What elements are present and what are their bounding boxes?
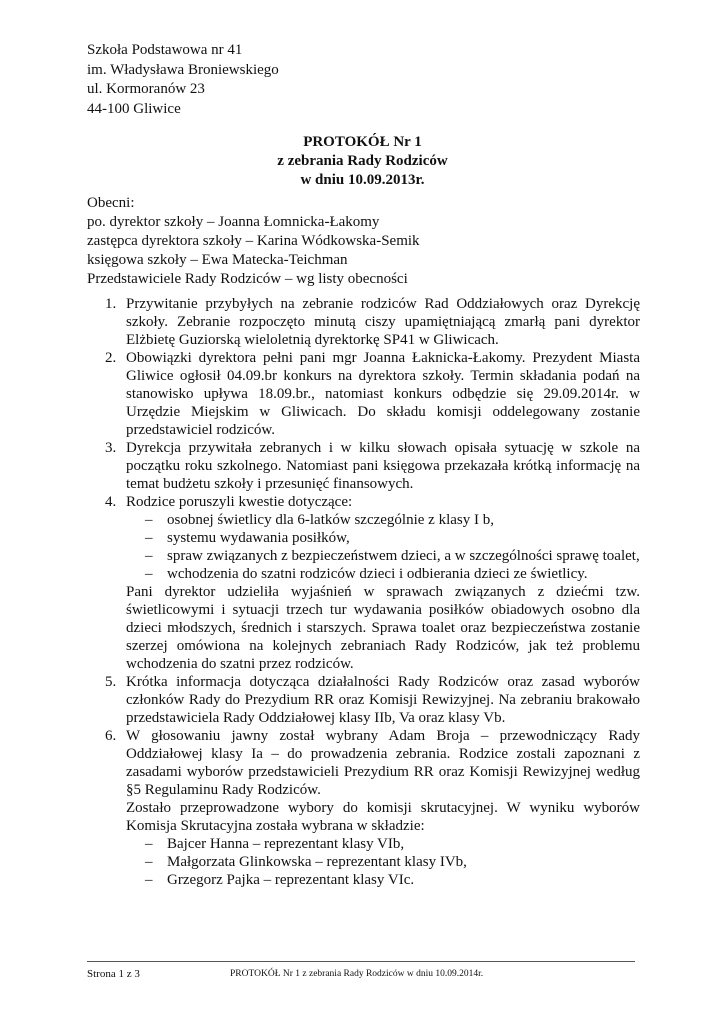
sub-item-text: spraw związanych z bezpieczeństwem dzieci, a w szczególności sprawę toalet, [167,548,640,564]
title-line: z zebrania Rady Rodziców [277,153,448,169]
sub-item [145,871,640,889]
sub-item-text: systemu wydawania posiłków, [167,530,350,546]
agenda-item [105,349,640,439]
item-text: Rodzice poruszyli kwestie dotyczące: [126,494,353,510]
school-address [87,41,279,119]
item-text: Przywitanie przybyłych na zebranie rodziców Rad Oddziałowych oraz Dyrekcję szkoły. Zebranie rozpoczęto minutą ciszy upamiętniającą zmarłą pani dyrektor Elżbietę Guziorską wieloletnią dyrektorkę SP41 w Gliwicach. [126,296,640,348]
attendee-line: Przedstawiciele Rady Rodziców – wg listy obecności [87,271,408,287]
agenda-list [105,295,640,889]
attendees-heading: Obecni: [87,195,135,211]
sub-item [145,565,640,583]
agenda-item [105,493,640,673]
attendee-line: zastępca dyrektora szkoły – Karina Wódkowska-Semik [87,233,420,249]
item-text: Krótka informacja dotycząca działalności Rady Rodziców oraz zasad wyborów członków Rady do Prezydium RR oraz Komisji Rewizyjnej. Na zebraniu brakowało przedstawiciela Rady Oddziałowej klasy IIb, Va oraz klasy Vb. [126,674,640,726]
item-text: W głosowaniu jawny został wybrany Adam Broja – przewodniczący Rady Oddziałowej klasy Ia – do prowadzenia zebrania. Rodzice zostali zapoznani z zasadami wyborów przedstawicieli Prezydium RR oraz Komisji Rewizyjnej według §5 Regulaminu Rady Rodziców. [126,728,640,798]
sub-item-text: Małgorzata Glinkowska – reprezentant klasy IVb, [167,854,467,870]
item-number: 2. [105,350,117,366]
agenda-item [105,673,640,727]
attendee-line: księgowa szkoły – Ewa Matecka-Teichman [87,252,348,268]
sub-item-text: wchodzenia do szatni rodziców dzieci i odbierania dzieci ze świetlicy. [167,566,588,582]
title-line: w dniu 10.09.2013r. [300,172,425,188]
item-number: 1. [105,296,117,312]
attendee-line: po. dyrektor szkoły – Joanna Łomnicka-Łakomy [87,214,380,230]
dash-bullet-icon: – [145,512,153,528]
item-number: 5. [105,674,117,690]
item-text-continued: Zostało przeprowadzone wybory do komisji skrutacyjnej. W wyniku wyborów Komisja Skrutacyjna została wybrana w składzie: [126,800,640,834]
address-line: ul. Kormoranów 23 [87,81,205,97]
item-number: 4. [105,494,117,510]
sub-item [145,547,640,565]
sub-item [145,835,640,853]
attendees-section [87,194,420,289]
item-text: Dyrekcja przywitała zebranych i w kilku słowach opisała sytuację w szkole na początku roku szkolnego. Natomiast pani księgowa przekazała krótką informację na temat budżetu szkoły i przesunięć finansowych. [126,440,640,492]
sub-item-text: Grzegorz Pajka – reprezentant klasy VIc. [167,872,415,888]
address-line: 44-100 Gliwice [87,100,181,117]
item-text-continued: Pani dyrektor udzieliła wyjaśnień w sprawach związanych z dziećmi tzw. świetlicowymi i sytuacji trzech tur wydawania posiłków obiadowych osobno dla dzieci młodszych, średnich i starszych. Sprawa toalet oraz bezpieczeństwa zostanie szerzej omówiona na kolejnych zebraniach Rady Rodziców, jak też problemu wchodzenia do szatni przez rodziców. [126,584,640,672]
document-title [0,133,725,190]
sub-item [145,529,640,547]
sub-item [145,511,640,529]
agenda-item [105,439,640,493]
dash-bullet-icon: – [145,566,153,582]
page-number: Strona 1 z 3 [87,968,140,980]
item-number: 6. [105,728,117,744]
dash-bullet-icon: – [145,530,153,546]
item-text: Obowiązki dyrektora pełni pani mgr Joanna Łaknicka-Łakomy. Prezydent Miasta Gliwice ogłosił 04.09.br konkurs na dyrektora szkoły. Termin składania podań na stanowisko upływa 18.09.br., natomiast konkurs odbędzie się 29.09.2014r. w Urzędzie Miejskim w Gliwicach. Do składu komisji oddelegowany zostanie przedstawiciel rodziców. [126,350,640,438]
agenda-item [105,727,640,889]
sub-item [145,853,640,871]
sub-item-text: Bajcer Hanna – reprezentant klasy VIb, [167,836,405,852]
sub-item-text: osobnej świetlicy dla 6-latków szczególnie z klasy I b, [167,512,494,528]
dash-bullet-icon: – [145,872,153,888]
address-line: im. Władysława Broniewskiego [87,61,279,78]
address-line: Szkoła Podstawowa nr 41 [87,42,243,58]
dash-bullet-icon: – [145,854,153,870]
footer-divider [87,961,635,962]
dash-bullet-icon: – [145,836,153,852]
item-number: 3. [105,440,117,456]
dash-bullet-icon: – [145,548,153,564]
footer-document-title: PROTOKÓŁ Nr 1 z zebrania Rady Rodziców w dniu 10.09.2014r. [230,969,484,979]
agenda-item [105,295,640,349]
title-line: PROTOKÓŁ Nr 1 [303,134,422,150]
